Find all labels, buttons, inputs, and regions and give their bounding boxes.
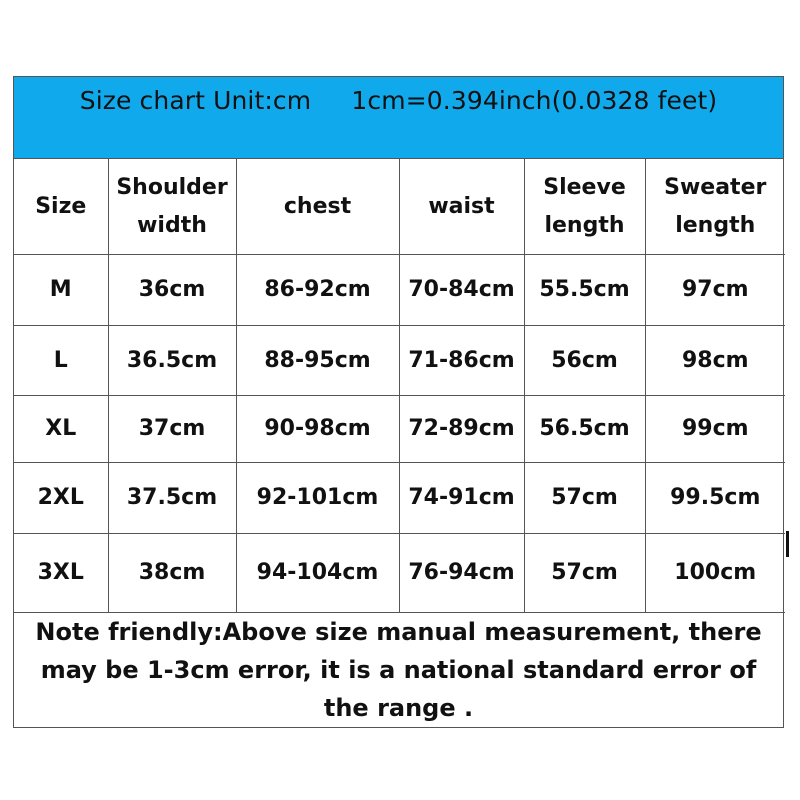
cell-size: 3XL	[14, 534, 108, 613]
table-row	[14, 326, 785, 396]
edge-mark	[786, 531, 789, 557]
table-row	[14, 463, 785, 534]
cell-sleeve-length: 57cm	[524, 534, 645, 613]
table-row	[14, 534, 785, 613]
header-sweater-length: Sweater length	[645, 159, 785, 255]
cell-waist: 76-94cm	[399, 534, 524, 613]
cell-chest: 92-101cm	[236, 463, 399, 534]
cell-chest: 88-95cm	[236, 326, 399, 396]
cell-shoulder-width: 36.5cm	[108, 326, 236, 396]
cell-chest: 90-98cm	[236, 396, 399, 463]
cell-shoulder-width: 38cm	[108, 534, 236, 613]
table-header-row	[14, 159, 785, 255]
header-waist: waist	[399, 159, 524, 255]
cell-size: XL	[14, 396, 108, 463]
cell-sleeve-length: 56.5cm	[524, 396, 645, 463]
note-text: Note friendly:Above size manual measurement, there may be 1-3cm error, it is a national standard error of the range .	[35, 618, 762, 722]
header-sleeve-length: Sleeve length	[524, 159, 645, 255]
cell-sleeve-length: 55.5cm	[524, 255, 645, 326]
cell-waist: 72-89cm	[399, 396, 524, 463]
cell-sweater-length: 100cm	[645, 534, 785, 613]
cell-sweater-length: 99.5cm	[645, 463, 785, 534]
header-chest: chest	[236, 159, 399, 255]
cell-chest: 86-92cm	[236, 255, 399, 326]
cell-size: L	[14, 326, 108, 396]
cell-sleeve-length: 56cm	[524, 326, 645, 396]
cell-sweater-length: 99cm	[645, 396, 785, 463]
size-chart	[13, 76, 784, 728]
cell-waist: 74-91cm	[399, 463, 524, 534]
cell-sweater-length: 97cm	[645, 255, 785, 326]
cell-shoulder-width: 36cm	[108, 255, 236, 326]
table-row	[14, 255, 785, 326]
cell-shoulder-width: 37.5cm	[108, 463, 236, 534]
cell-shoulder-width: 37cm	[108, 396, 236, 463]
cell-waist: 70-84cm	[399, 255, 524, 326]
chart-title-bar	[14, 77, 783, 159]
table-row	[14, 396, 785, 463]
cell-sweater-length: 98cm	[645, 326, 785, 396]
cell-size: M	[14, 255, 108, 326]
cell-sleeve-length: 57cm	[524, 463, 645, 534]
measurement-note	[14, 613, 783, 727]
header-size: Size	[14, 159, 108, 255]
chart-title: Size chart Unit:cm 1cm=0.394inch(0.0328 feet)	[79, 86, 718, 115]
size-table	[14, 159, 785, 613]
cell-chest: 94-104cm	[236, 534, 399, 613]
cell-waist: 71-86cm	[399, 326, 524, 396]
header-shoulder-width: Shoulder width	[108, 159, 236, 255]
cell-size: 2XL	[14, 463, 108, 534]
